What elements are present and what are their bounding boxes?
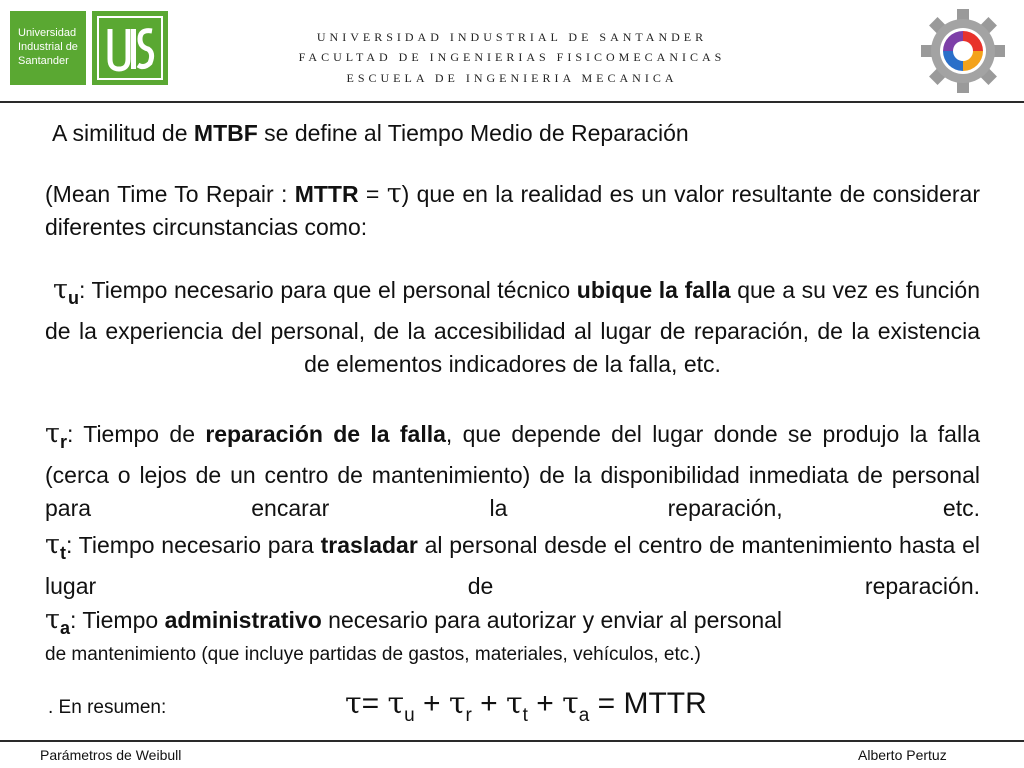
text: (Mean Time To Repair : <box>45 181 295 207</box>
bold-term: MTBF <box>193 120 258 146</box>
summary-label: . En resumen: <box>48 697 167 718</box>
tau-symbol: τ <box>45 604 60 635</box>
text: : Tiempo necesario para <box>65 532 321 558</box>
text: al personal desde el centro de mantenimiento hasta el lugar de reparación. <box>45 532 980 599</box>
footer-divider <box>0 740 1024 742</box>
bold-term: trasladar <box>320 532 418 558</box>
tau-subscript: r <box>59 432 67 452</box>
formula-result: = MTTR <box>589 687 707 720</box>
tau-r-paragraph <box>45 417 980 525</box>
logo-line: Universidad <box>18 27 77 39</box>
text: : Tiempo necesario para que el personal técnico <box>78 277 577 303</box>
tau-symbol: τ <box>45 418 60 449</box>
mttr-formula <box>345 686 707 727</box>
tau-symbol: τ <box>387 686 405 721</box>
footer-author: Alberto Pertuz <box>858 747 947 763</box>
tau-subscript: a <box>578 705 590 726</box>
text: ) que en la realidad es un valor resultante de considerar diferentes circunstancias como: <box>45 181 980 240</box>
tau-symbol: τ <box>506 686 523 721</box>
school-name: ESCUELA DE INGENIERIA MECANICA <box>346 71 678 85</box>
tau-subscript: r <box>465 705 472 726</box>
tau-symbol: τ <box>45 529 60 560</box>
gear-logo-icon <box>918 6 1008 96</box>
tau-subscript: u <box>67 288 79 308</box>
bold-term: ubique la falla <box>576 277 731 303</box>
equals-sign: = <box>361 687 388 720</box>
mttr-definition-paragraph <box>45 177 980 244</box>
tau-subscript: t <box>59 543 66 563</box>
logo-line: Santander <box>18 55 69 67</box>
text: = <box>358 181 387 207</box>
tau-a-paragraph <box>45 603 980 667</box>
tau-symbol: τ <box>53 274 68 305</box>
intro-paragraph <box>52 117 982 150</box>
tau-symbol: τ <box>386 178 402 209</box>
text: que a su vez es función de la experiencia del personal, de la accesibilidad al lugar de reparación, de la existencia de elementos indicadores de la falla, etc. <box>45 277 980 377</box>
text: , que depende del lugar donde se produjo la falla (cerca o lejos de un centro de mantenimiento) de la disponibilidad inmediata de personal para encarar la reparación, etc. <box>45 421 980 521</box>
tau-symbol: τ <box>448 686 466 721</box>
continuation-text: de mantenimiento (que incluye partidas de gastos, materiales, vehículos, etc.) <box>45 644 701 665</box>
text: se define al Tiempo Medio de Reparación <box>257 120 689 146</box>
plus-sign: + <box>527 687 563 720</box>
logo-line: Industrial de <box>18 41 78 53</box>
tau-t-paragraph <box>45 528 980 603</box>
bold-term: MTTR <box>294 181 359 207</box>
text: A similitud de <box>52 120 194 146</box>
text: : Tiempo de <box>66 421 206 447</box>
bold-term: administrativo <box>164 607 322 633</box>
uis-emblem-icon <box>92 11 168 85</box>
tau-symbol: τ <box>562 686 579 721</box>
plus-sign: + <box>471 687 506 720</box>
plus-sign: + <box>414 687 449 720</box>
tau-subscript: u <box>404 705 415 726</box>
text: : Tiempo <box>69 607 165 633</box>
tau-subscript: a <box>59 618 70 638</box>
university-logo-text <box>10 11 86 85</box>
header-divider <box>0 101 1024 103</box>
footer-title: Parámetros de Weibull <box>40 747 182 763</box>
tau-symbol: τ <box>345 686 362 721</box>
text: necesario para autorizar y enviar al personal <box>321 607 783 633</box>
faculty-name: FACULTAD DE INGENIERIAS FISICOMECANICAS <box>298 50 726 64</box>
tau-subscript: t <box>522 705 528 726</box>
bold-term: reparación de la falla <box>205 421 446 447</box>
university-name: UNIVERSIDAD INDUSTRIAL DE SANTANDER <box>316 30 708 44</box>
tau-u-paragraph <box>45 273 980 381</box>
